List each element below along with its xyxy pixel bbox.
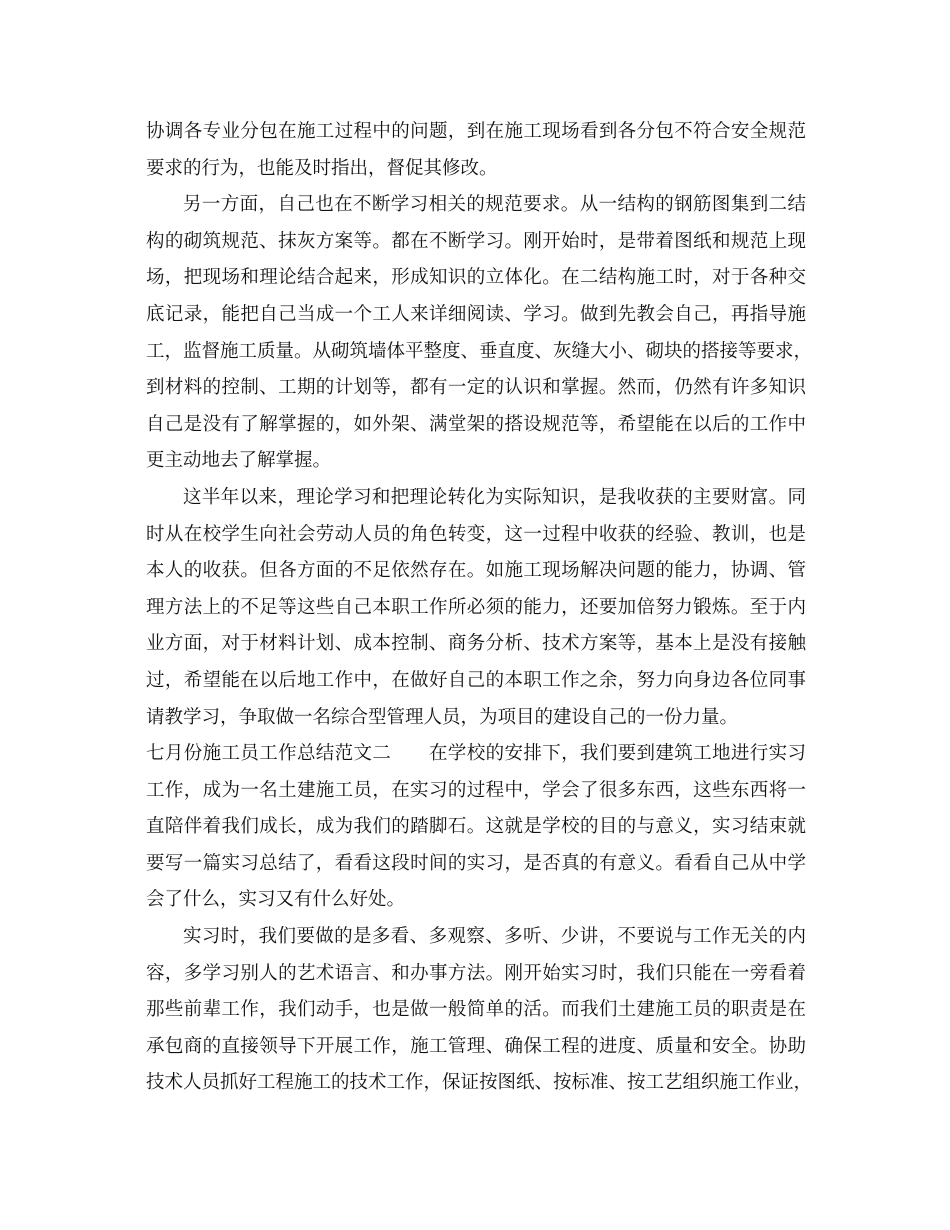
- paragraph-first-line: 另一方面，自己也在不断学习相关的规范要求。从一结构的钢筋图集到二结: [183, 194, 806, 216]
- text-line: 请教学习，争取做一名综合型管理人员，为项目的建设自己的一份力量。: [146, 706, 739, 728]
- text-line: 工，监督施工质量。从砌筑墙体平整度、垂直度、灰缝大小、砌块的搭接等要求，: [146, 340, 813, 362]
- text-line: 技术人员抓好工程施工的技术工作，保证按图纸、按标准、按工艺组织施工作业，: [146, 1072, 813, 1094]
- text-line: 七月份施工员工作总结范文二 在学校的安排下，我们要到建筑工地进行实习: [146, 743, 806, 765]
- text-line: 协调各专业分包在施工过程中的问题，到在施工现场看到各分包不符合安全规范: [146, 121, 806, 142]
- text-line: 要求的行为，也能及时指出，督促其修改。: [146, 157, 498, 179]
- text-line: 场，把现场和理论结合起来，形成知识的立体化。在二结构施工时，对于各种交: [146, 267, 806, 289]
- text-line: 时从在校学生向社会劳动人员的角色转变，这一过程中收获的经验、教训，也是: [146, 523, 806, 545]
- text-line: 底记录，能把自己当成一个工人来详细阅读、学习。做到先教会自己，再指导施: [146, 303, 806, 325]
- text-line: 本人的收获。但各方面的不足依然存在。如施工现场解决问题的能力，协调、管: [146, 560, 806, 582]
- text-line: 直陪伴着我们成长，成为我们的踏脚石。这就是学校的目的与意义，实习结束就: [146, 816, 806, 838]
- text-line: 过，希望能在以后地工作中，在做好自己的本职工作之余，努力向身边各位同事: [146, 669, 806, 691]
- document-body: [146, 114, 813, 1102]
- text-line: 构的砌筑规范、抹灰方案等。都在不断学习。刚开始时，是带着图纸和规范上现: [146, 230, 806, 252]
- text-line: 理方法上的不足等这些自己本职工作所必须的能力，还要加倍努力锻炼。至于内: [146, 596, 806, 618]
- text-line: 业方面，对于材料计划、成本控制、商务分析、技术方案等，基本上是没有接触: [146, 633, 806, 655]
- text-line: 到材料的控制、工期的计划等，都有一定的认识和掌握。然而，仍然有许多知识: [146, 377, 806, 399]
- text-line: 自己是没有了解掌握的，如外架、满堂架的搭设规范等，希望能在以后的工作中: [146, 413, 806, 435]
- text-line: 会了什么，实习又有什么好处。: [146, 889, 406, 911]
- text-line: 承包商的直接领导下开展工作，施工管理、确保工程的进度、质量和安全。协助: [146, 1035, 806, 1057]
- text-line: 那些前辈工作，我们动手，也是做一般简单的活。而我们土建施工员的职责是在: [146, 999, 806, 1021]
- text-line: 更主动地去了解掌握。: [146, 450, 332, 472]
- text-line: 要写一篇实习总结了，看看这段时间的实习，是否真的有意义。看看自己从中学: [146, 852, 806, 874]
- text-line: 容，多学习别人的艺术语言、和办事方法。刚开始实习时，我们只能在一旁看着: [146, 962, 806, 984]
- paragraph-first-line: 实习时，我们要做的是多看、多观察、多听、少讲，不要说与工作无关的内: [183, 926, 806, 948]
- text-line: 工作，成为一名土建施工员，在实习的过程中，学会了很多东西，这些东西将一: [146, 779, 806, 801]
- paragraph-first-line: 这半年以来，理论学习和把理论转化为实际知识，是我收获的主要财富。同: [183, 486, 806, 508]
